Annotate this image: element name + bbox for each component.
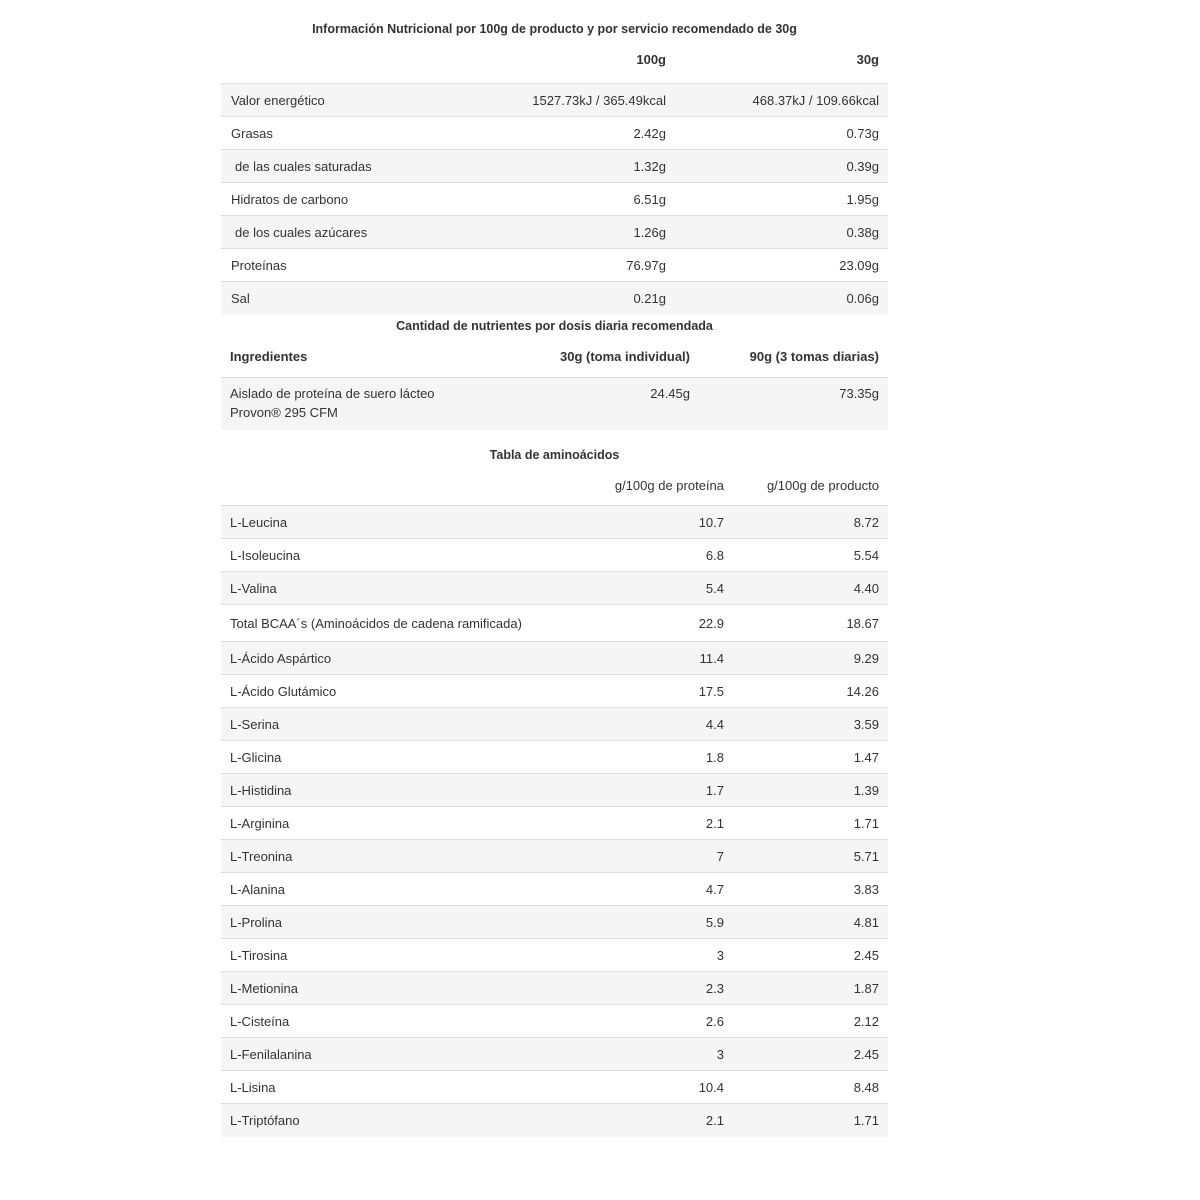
amino-row <box>221 1071 888 1104</box>
amino-value-product: 9.29 <box>733 642 888 675</box>
amino-name: L-Serina <box>221 708 601 741</box>
ingredient-name-line2: Provon® 295 CFM <box>230 405 338 420</box>
amino-value-product: 3.83 <box>733 873 888 906</box>
nutrition-row <box>221 183 888 216</box>
amino-name: L-Valina <box>221 572 601 605</box>
amino-row <box>221 506 888 539</box>
ingredient-row <box>221 378 888 431</box>
amino-value-product: 8.72 <box>733 506 888 539</box>
nutrient-value-100g: 1527.73kJ / 365.49kcal <box>461 84 675 117</box>
amino-row <box>221 840 888 873</box>
nutrient-value-100g: 1.32g <box>461 150 675 183</box>
nutrition-section <box>221 19 888 315</box>
amino-row <box>221 539 888 572</box>
amino-value-product: 1.71 <box>733 807 888 840</box>
nutrition-header-row <box>221 50 888 84</box>
nutrition-row <box>221 84 888 117</box>
amino-header-blank <box>221 476 601 506</box>
amino-table <box>221 476 888 1137</box>
amino-row <box>221 642 888 675</box>
ingredient-value-30g: 24.45g <box>521 378 699 431</box>
ingredient-value-90g: 73.35g <box>699 378 888 431</box>
amino-row <box>221 873 888 906</box>
amino-name: L-Isoleucina <box>221 539 601 572</box>
amino-row <box>221 1005 888 1038</box>
amino-name: L-Cisteína <box>221 1005 601 1038</box>
amino-row <box>221 741 888 774</box>
amino-value-protein: 2.3 <box>601 972 733 1005</box>
amino-value-protein: 6.8 <box>601 539 733 572</box>
nutrient-label: Sal <box>221 282 461 315</box>
amino-row <box>221 1104 888 1137</box>
nutrient-value-30g: 0.38g <box>675 216 888 249</box>
amino-row <box>221 1038 888 1071</box>
nutrient-value-100g: 6.51g <box>461 183 675 216</box>
amino-value-protein: 1.8 <box>601 741 733 774</box>
amino-row <box>221 572 888 605</box>
amino-value-product: 5.54 <box>733 539 888 572</box>
ingredients-table <box>221 347 888 430</box>
amino-title: Tabla de aminoácidos <box>489 448 620 462</box>
amino-value-product: 4.81 <box>733 906 888 939</box>
nutrient-value-100g: 2.42g <box>461 117 675 150</box>
nutrition-row <box>221 150 888 183</box>
amino-header-row <box>221 476 888 506</box>
nutrient-label: Valor energético <box>221 84 461 117</box>
nutrient-label: Grasas <box>221 117 461 150</box>
nutrition-row <box>221 249 888 282</box>
amino-name: L-Glicina <box>221 741 601 774</box>
amino-name: L-Lisina <box>221 1071 601 1104</box>
amino-value-product: 4.40 <box>733 572 888 605</box>
ingredient-name-line1: Aislado de proteína de suero lácteo <box>230 386 435 401</box>
nutrition-row <box>221 117 888 150</box>
amino-value-product: 2.45 <box>733 939 888 972</box>
amino-value-product: 8.48 <box>733 1071 888 1104</box>
amino-value-product: 1.87 <box>733 972 888 1005</box>
nutrient-value-100g: 76.97g <box>461 249 675 282</box>
nutrition-row <box>221 282 888 315</box>
amino-value-protein: 3 <box>601 939 733 972</box>
amino-value-product: 2.12 <box>733 1005 888 1038</box>
nutrient-value-30g: 0.73g <box>675 117 888 150</box>
nutrition-row <box>221 216 888 249</box>
amino-value-product: 2.45 <box>733 1038 888 1071</box>
nutrient-value-30g: 1.95g <box>675 183 888 216</box>
ingredients-col-90g: 90g (3 tomas diarias) <box>749 349 879 364</box>
amino-name: L-Histidina <box>221 774 601 807</box>
nutrient-value-100g: 1.26g <box>461 216 675 249</box>
amino-value-protein: 10.7 <box>601 506 733 539</box>
amino-value-protein: 2.6 <box>601 1005 733 1038</box>
amino-row <box>221 675 888 708</box>
amino-value-protein: 11.4 <box>601 642 733 675</box>
nutrition-col-30g: 30g <box>856 52 879 67</box>
amino-value-product: 14.26 <box>733 675 888 708</box>
ingredients-col-30g: 30g (toma individual) <box>559 349 690 364</box>
amino-row <box>221 708 888 741</box>
amino-row <box>221 605 888 642</box>
amino-name: L-Leucina <box>221 506 601 539</box>
ingredients-col-name: Ingredientes <box>230 349 308 364</box>
amino-col-protein: g/100g de proteína <box>614 478 724 493</box>
amino-value-product: 5.71 <box>733 840 888 873</box>
amino-value-protein: 4.4 <box>601 708 733 741</box>
nutrient-value-30g: 0.06g <box>675 282 888 315</box>
nutrition-table <box>221 50 888 315</box>
amino-row <box>221 972 888 1005</box>
nutrient-value-100g: 0.21g <box>461 282 675 315</box>
amino-value-product: 1.47 <box>733 741 888 774</box>
nutrient-value-30g: 468.37kJ / 109.66kcal <box>675 84 888 117</box>
amino-name: L-Tirosina <box>221 939 601 972</box>
amino-row <box>221 939 888 972</box>
amino-name: Total BCAA´s (Aminoácidos de cadena ramificada) <box>221 605 601 642</box>
amino-row <box>221 807 888 840</box>
nutrient-value-30g: 0.39g <box>675 150 888 183</box>
amino-name: L-Arginina <box>221 807 601 840</box>
amino-name: L-Triptófano <box>221 1104 601 1137</box>
amino-row <box>221 906 888 939</box>
amino-name: L-Metionina <box>221 972 601 1005</box>
amino-value-protein: 7 <box>601 840 733 873</box>
amino-name: L-Alanina <box>221 873 601 906</box>
amino-value-protein: 10.4 <box>601 1071 733 1104</box>
amino-table-body <box>221 506 888 1137</box>
nutrition-header-blank <box>221 50 461 84</box>
amino-value-protein: 17.5 <box>601 675 733 708</box>
amino-value-product: 3.59 <box>733 708 888 741</box>
amino-value-protein: 1.7 <box>601 774 733 807</box>
amino-value-protein: 2.1 <box>601 1104 733 1137</box>
ingredient-name <box>221 378 521 431</box>
amino-name: L-Treonina <box>221 840 601 873</box>
amino-name: L-Fenilalanina <box>221 1038 601 1071</box>
amino-name: L-Ácido Aspártico <box>221 642 601 675</box>
amino-value-product: 18.67 <box>733 605 888 642</box>
nutrient-value-30g: 23.09g <box>675 249 888 282</box>
amino-value-protein: 5.4 <box>601 572 733 605</box>
nutrition-title: Información Nutricional por 100g de producto y por servicio recomendado de 30g <box>312 22 797 36</box>
ingredients-title: Cantidad de nutrientes por dosis diaria recomendada <box>396 319 713 333</box>
amino-value-protein: 3 <box>601 1038 733 1071</box>
amino-value-protein: 2.1 <box>601 807 733 840</box>
amino-row <box>221 774 888 807</box>
amino-value-product: 1.71 <box>733 1104 888 1137</box>
nutrient-label: de las cuales saturadas <box>221 150 461 183</box>
amino-name: L-Prolina <box>221 906 601 939</box>
amino-section <box>221 445 888 1137</box>
ingredients-section <box>221 316 888 430</box>
amino-value-protein: 4.7 <box>601 873 733 906</box>
ingredients-header-row <box>221 347 888 378</box>
nutrient-label: Proteínas <box>221 249 461 282</box>
amino-name: L-Ácido Glutámico <box>221 675 601 708</box>
nutrient-label: de los cuales azúcares <box>221 216 461 249</box>
amino-value-product: 1.39 <box>733 774 888 807</box>
amino-value-protein: 5.9 <box>601 906 733 939</box>
amino-value-protein: 22.9 <box>601 605 733 642</box>
nutrient-label: Hidratos de carbono <box>221 183 461 216</box>
amino-col-product: g/100g de producto <box>766 478 879 493</box>
nutrition-col-100g: 100g <box>636 52 666 67</box>
